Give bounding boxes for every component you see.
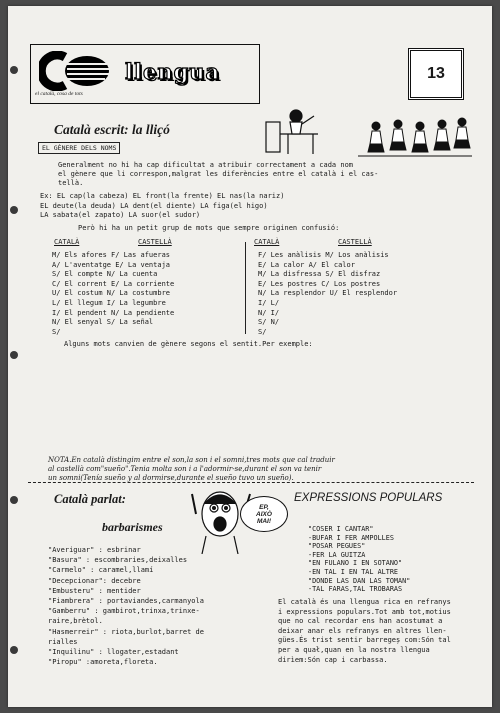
section-header [30, 44, 260, 104]
table-header-castella: CASTELLÀ [138, 238, 172, 246]
text-line: A/ L'aventatge E/ La ventaja [52, 260, 171, 269]
text-line: N/ El senyal S/ La señal [52, 318, 154, 327]
text-line: -EN TAL I EN TAL ALTRE [308, 568, 399, 576]
text-line: "Averiguar" : esbrinar [48, 546, 141, 554]
lesson-title: Català escrit: la lliçó [54, 122, 170, 137]
text-line: "Embusteru" : mentider [48, 586, 141, 595]
binding-hole [10, 496, 18, 504]
speech-bubble [240, 496, 288, 532]
bubble-line: MAI! [256, 517, 272, 525]
spoken-title: Català parlat: [54, 492, 126, 506]
text-line: Generalment no hi ha cap dificultat a atribuir correctament a cada nom [58, 161, 354, 169]
text-line: "DONDE LAS DAN LAS TOMAN" [308, 576, 411, 585]
text-line: rialles [48, 637, 78, 646]
text-line: "Decepcionar": decebre [48, 576, 141, 585]
text-line: raire,brètol. [48, 617, 103, 626]
text-line: I/ El pendent N/ La pendiente [52, 308, 175, 317]
page-number: 13 [408, 48, 464, 100]
text-line: que no cal recordar ens han acostumat a [278, 617, 443, 626]
text-line: "Basura" : escombraries,deixalles [48, 556, 188, 565]
classroom-illustration [258, 102, 473, 162]
text-line: "EN FULANO I EN SOTANO" [308, 559, 403, 568]
text-line: E/ Les postres C/ Los postres [258, 279, 381, 288]
text-line: EL deute(la deuda) LA dent(el diente) LA figa(el higo) [40, 201, 268, 210]
section-title: llengua [125, 59, 221, 84]
text-line: C/ El corrent E/ La corriente [52, 279, 175, 288]
text-line: al castellà com"sueño".Tenia molta son i a l'adormir-se,durant el son va tenir [48, 465, 322, 473]
text-line: "Carmelo" : caramel,llamí [48, 566, 154, 575]
changes-line: Alguns mots canvien de gènere segons el sentit.Per exemple: [64, 340, 313, 348]
bubble-line: AIXÒ [256, 510, 272, 518]
text-line: "Inquilinu" : llogater,estadant [48, 648, 179, 656]
catala-logo-icon [39, 51, 111, 91]
expressions-title: EXPRESSIONS POPULARS [294, 492, 443, 504]
text-line: "Hasmerreir" : riota,burlot,barret de [48, 627, 204, 636]
table-header-catala: CATALÀ [254, 238, 280, 246]
text-line: S/ [258, 327, 267, 336]
text-line: E/ La calor A/ El calor [258, 260, 355, 269]
binding-hole [10, 351, 18, 359]
table-header-catala: CATALÀ [54, 238, 80, 246]
text-line: "Fiambrera" : portaviandes,carmanyola [48, 597, 204, 605]
text-line: gües.És trist sentir barregeș com:Són tal [278, 636, 451, 645]
barbarisms-subtitle: barbarismes [102, 520, 163, 534]
text-line: -BUFAR I FER AMPOLLES [308, 533, 394, 542]
bubble-line: EP, [259, 503, 269, 511]
text-line: F/ Les anàlisis M/ Los anàlisis [258, 251, 389, 259]
text-line: Ex: EL cap(la cabeza) EL front(la frente) EL nas(la nariz) [40, 192, 285, 200]
text-line: "Piropu" :amoreta,floreta. [48, 658, 158, 667]
text-line: M/ La disfressa S/ El disfraz [258, 270, 381, 279]
text-line: El català és una llengua rica en refranys [278, 598, 451, 606]
magazine-page [8, 6, 492, 707]
text-line: U/ El costum N/ La costumbre [52, 289, 171, 298]
binding-hole [10, 646, 18, 654]
text-line: per a quał,quan en la nostra llengua [278, 646, 430, 654]
lesson-subtitle: EL GÈNERE DELS NOMS [38, 142, 120, 154]
text-line: deixar anar els refranys en altres llen- [278, 626, 447, 635]
text-line: S/ [52, 327, 61, 336]
binding-hole [10, 66, 18, 74]
table-header-castella: CASTELLÀ [338, 238, 372, 246]
text-line: el gènere que li correspon,malgrat les diferències entre el català i el cas- [58, 170, 379, 178]
confused-words-line: Però hi ha un petit grup de mots que sempre originen confusió: [78, 224, 340, 232]
text-line: i expressions populars.Tot amb tot,motius [278, 607, 451, 616]
text-line: I/ L/ [258, 299, 280, 307]
binding-hole [10, 206, 18, 214]
text-line: dirìem:Són cap i carbassa. [278, 655, 388, 664]
text-line: N/ La resplendor U/ El resplendor [258, 289, 398, 298]
binding-holes [8, 6, 22, 707]
table-divider [245, 242, 246, 334]
text-line: "Gamberru" : gambirot,trinxa,trinxe- [48, 607, 200, 616]
text-line: L/ El llegum I/ La legumbre [52, 299, 166, 307]
text-line: "COSER I CANTAR" [308, 525, 374, 533]
text-line: -FER LA GUITZA [308, 550, 366, 559]
text-line: un somni(Tenía sueño y al dormirse,durante el sueño tuvo un sueño). [48, 474, 294, 482]
text-line: N/ I/ [258, 308, 280, 317]
text-line: -TAL FARAS,TAL TROBARAS [308, 585, 403, 594]
text-line: M/ Els afores F/ Las afueras [52, 251, 171, 259]
text-line: S/ N/ [258, 318, 280, 327]
logo-tagline: el català, cosa de tots [35, 91, 83, 97]
text-line: tellà. [58, 179, 84, 187]
section-divider [28, 482, 474, 483]
text-line: S/ El compte N/ La cuenta [52, 270, 158, 279]
text-line: "POSAR PEGUES" [308, 542, 366, 551]
text-line: LA sabata(el zapato) LA suor(el sudor) [40, 211, 201, 219]
text-line: NOTA.En català distingim entre el son,la son i el somni,tres mots que cal traduir [48, 456, 335, 464]
